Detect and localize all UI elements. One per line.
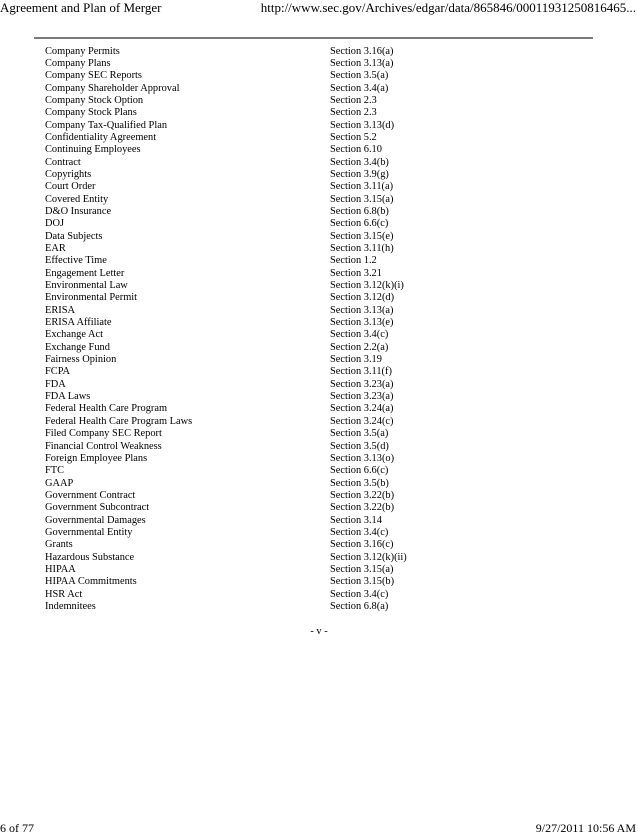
definition-row — [45, 292, 445, 304]
section-reference: Section 3.9(g) — [330, 168, 389, 180]
page-number: - v - — [310, 626, 328, 637]
section-reference: Section 2.3 — [330, 107, 377, 119]
section-reference: Section 3.4(c) — [330, 526, 389, 538]
definition-term: HIPAA Commitments — [45, 576, 137, 588]
definition-term: Company SEC Reports — [45, 70, 142, 82]
section-reference: Section 3.16(c) — [330, 539, 394, 551]
definition-row — [45, 502, 445, 514]
definition-row — [45, 317, 445, 329]
definition-term: FDA — [45, 378, 66, 390]
definition-term: ERISA Affiliate — [45, 317, 112, 329]
definition-term: Copyrights — [45, 168, 92, 180]
definition-row — [45, 465, 445, 477]
definition-row — [45, 490, 445, 502]
header-rule — [34, 37, 593, 39]
definition-term: Company Stock Option — [45, 94, 144, 106]
definition-row — [45, 70, 445, 82]
section-reference: Section 3.15(e) — [330, 230, 394, 242]
section-reference: Section 3.24(c) — [330, 415, 394, 427]
definition-row — [45, 539, 445, 551]
section-reference: Section 6.6(c) — [330, 218, 389, 230]
definition-row — [45, 478, 445, 490]
section-reference: Section 3.14 — [330, 514, 382, 526]
definition-term: Company Stock Plans — [45, 107, 137, 119]
section-reference: Section 3.16(a) — [330, 45, 394, 57]
definition-term: HIPAA — [45, 563, 76, 575]
definition-term: Engagement Letter — [45, 267, 125, 279]
definition-term: Contract — [45, 156, 81, 168]
section-reference: Section 6.8(a) — [330, 600, 389, 612]
definition-term: FCPA — [45, 366, 71, 378]
definition-row — [45, 169, 445, 181]
definition-row — [45, 218, 445, 230]
section-reference: Section 3.4(b) — [330, 156, 389, 168]
definition-term: Financial Control Weakness — [45, 440, 162, 452]
section-reference: Section 3.23(a) — [330, 378, 394, 390]
section-reference: Section 3.13(o) — [330, 452, 395, 464]
section-reference: Section 3.22(b) — [330, 502, 395, 514]
definition-term: Exchange Fund — [45, 341, 110, 353]
definition-term: ERISA — [45, 304, 76, 316]
definition-row — [45, 366, 445, 378]
definition-term: Company Shareholder Approval — [45, 82, 180, 94]
section-reference: Section 5.2 — [330, 131, 377, 143]
print-timestamp: 9/27/2011 10:56 AM — [535, 821, 636, 835]
definition-term: Environmental Law — [45, 280, 128, 292]
section-reference: Section 3.4(a) — [330, 82, 389, 94]
definition-term: Foreign Employee Plans — [45, 452, 148, 464]
definition-term: Environmental Permit — [45, 292, 138, 304]
definition-row — [45, 95, 445, 107]
section-reference: Section 3.12(k)(ii) — [330, 551, 407, 563]
definition-row — [45, 46, 445, 58]
document-title: Agreement and Plan of Merger — [0, 0, 162, 15]
section-reference: Section 3.12(d) — [330, 292, 395, 304]
definition-term: Federal Health Care Program Laws — [45, 415, 193, 427]
section-reference: Section 3.5(a) — [330, 428, 389, 440]
definition-term: D&O Insurance — [45, 205, 112, 217]
definition-row — [45, 515, 445, 527]
definition-row — [45, 552, 445, 564]
definition-term: Hazardous Substance — [45, 551, 135, 563]
definition-term: Court Order — [45, 181, 96, 193]
section-reference: Section 6.10 — [330, 144, 382, 156]
definition-row — [45, 329, 445, 341]
definition-row — [45, 144, 445, 156]
section-reference: Section 2.2(a) — [330, 341, 389, 353]
definition-row — [45, 589, 445, 601]
definition-row — [45, 120, 445, 132]
definition-row — [45, 231, 445, 243]
definition-row — [45, 416, 445, 428]
page-count: 6 of 77 — [0, 821, 34, 835]
definition-row — [45, 255, 445, 267]
definition-term: Company Tax-Qualified Plan — [45, 119, 168, 131]
definition-term: Company Permits — [45, 45, 120, 57]
definition-row — [45, 379, 445, 391]
definition-term: Fairness Opinion — [45, 354, 117, 366]
definition-term: Filed Company SEC Report — [45, 428, 162, 440]
definition-row — [45, 576, 445, 588]
definition-term: Data Subjects — [45, 230, 103, 242]
section-reference: Section 3.19 — [330, 354, 382, 366]
definition-term: Governmental Damages — [45, 514, 146, 526]
definitions-index — [45, 46, 445, 614]
section-reference: Section 1.2 — [330, 255, 377, 267]
document-url: http://www.sec.gov/Archives/edgar/data/865846/00011931250816465... — [260, 0, 636, 15]
definition-term: Confidentiality Agreement — [45, 131, 157, 143]
definition-row — [45, 194, 445, 206]
definition-row — [45, 403, 445, 415]
definition-term: Governmental Entity — [45, 526, 133, 538]
section-reference: Section 3.11(h) — [330, 243, 394, 254]
section-reference: Section 3.13(a) — [330, 57, 394, 69]
section-reference: Section 3.5(a) — [330, 70, 389, 82]
definition-row — [45, 527, 445, 539]
definition-row — [45, 391, 445, 403]
section-reference: Section 3.21 — [330, 267, 382, 279]
definition-row — [45, 107, 445, 119]
definition-term: Company Plans — [45, 57, 111, 69]
definition-row — [45, 428, 445, 440]
definition-term: Indemnitees — [45, 600, 96, 612]
section-reference: Section 3.15(a) — [330, 193, 394, 205]
section-reference: Section 3.5(b) — [330, 477, 389, 489]
definition-row — [45, 280, 445, 292]
definition-row — [45, 305, 445, 317]
definition-row — [45, 601, 445, 613]
definition-term: GAAP — [45, 477, 74, 489]
section-reference: Section 3.15(b) — [330, 576, 395, 588]
section-reference: Section 3.13(e) — [330, 317, 394, 329]
definition-row — [45, 453, 445, 465]
definition-term: Continuing Employees — [45, 144, 141, 156]
section-reference: Section 3.15(a) — [330, 563, 394, 575]
section-reference: Section 3.22(b) — [330, 489, 395, 501]
definition-row — [45, 206, 445, 218]
section-reference: Section 6.6(c) — [330, 465, 389, 477]
definition-term: DOJ — [45, 218, 65, 230]
definition-term: Grants — [45, 539, 73, 551]
definition-term: Exchange Act — [45, 329, 103, 341]
section-reference: Section 3.11(a) — [330, 181, 394, 193]
definition-term: Effective Time — [45, 255, 107, 267]
section-reference: Section 3.12(k)(i) — [330, 280, 404, 292]
section-reference: Section 3.5(d) — [330, 440, 389, 452]
definition-term: Government Subcontract — [45, 502, 150, 514]
definition-row — [45, 58, 445, 70]
section-reference: Section 3.13(d) — [330, 119, 395, 131]
definition-term: EAR — [45, 243, 66, 254]
section-reference: Section 3.13(a) — [330, 304, 394, 316]
definition-term: FDA Laws — [45, 391, 91, 403]
definition-row — [45, 342, 445, 354]
section-reference: Section 3.23(a) — [330, 391, 394, 403]
definition-row — [45, 83, 445, 95]
definition-row — [45, 354, 445, 366]
definition-term: Covered Entity — [45, 193, 109, 205]
section-reference: Section 3.11(f) — [330, 366, 392, 378]
definition-row — [45, 564, 445, 576]
definition-row — [45, 243, 445, 255]
definition-row — [45, 268, 445, 280]
definition-row — [45, 132, 445, 144]
section-reference: Section 3.4(c) — [330, 588, 389, 600]
section-reference: Section 3.24(a) — [330, 403, 394, 415]
definition-term: Government Contract — [45, 489, 136, 501]
section-reference: Section 2.3 — [330, 94, 377, 106]
section-reference: Section 6.8(b) — [330, 205, 389, 217]
definition-row — [45, 181, 445, 193]
section-reference: Section 3.4(c) — [330, 329, 389, 341]
definition-row — [45, 441, 445, 453]
definition-row — [45, 157, 445, 169]
definition-term: HSR Act — [45, 588, 83, 600]
definition-term: FTC — [45, 465, 65, 477]
definition-term: Federal Health Care Program — [45, 403, 168, 415]
